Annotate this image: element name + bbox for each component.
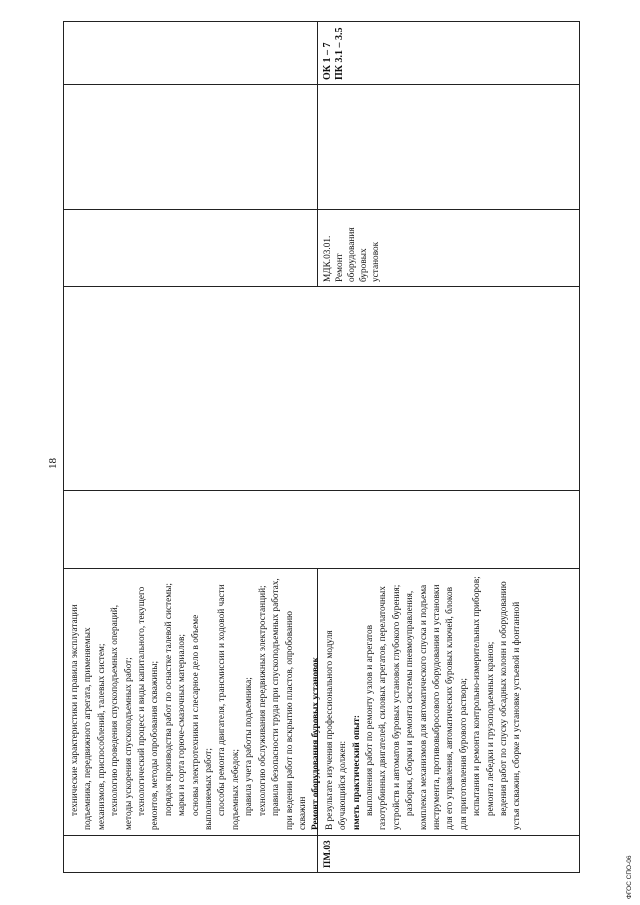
content-line: технологию обслуживания передвижных электростанций; (257, 585, 268, 816)
content-line: газотурбинных двигателей, силовых агрегатов, перелаточных (378, 586, 389, 830)
content-line: обучающийся должен: (338, 740, 349, 830)
content-line: инструмента, противовыбросового оборудования и установки (431, 584, 442, 830)
row-divider (317, 836, 318, 872)
content-line: выполняемых работ; (204, 748, 215, 830)
content-line: В результате изучения профессионального модуля (324, 630, 335, 830)
content-line: механизмов, приспособлений, талевых систем; (96, 643, 107, 830)
practical-experience-heading: иметь практический опыт: (351, 714, 362, 830)
content-line: технологию проведения спускоподъемных операций, (110, 604, 121, 816)
column-divider (64, 568, 579, 569)
competencies-cell (322, 24, 346, 80)
curriculum-table (63, 21, 580, 873)
column-divider (64, 84, 579, 85)
content-line: подъемника, передвижного агрегата, применяемых (83, 627, 94, 830)
content-line: для его управления, автоматических буровых ключей, блоков (445, 587, 456, 830)
content-line: технические характеристики и правила эксплуатации (70, 604, 80, 816)
content-line: выполнения работ по ремонту узлов и агрегатов (364, 624, 375, 816)
content-line: устройств и автоматов буровых установок глубокого бурения; (391, 584, 402, 830)
column-divider (64, 286, 579, 287)
content-line: комплекса механизмов для автоматического спуска и подъема (418, 584, 429, 830)
content-line: правила учета работы подъемника; (244, 677, 255, 816)
competency-ok: ОК 1 – 7 (322, 42, 333, 80)
content-line: способы ремонта двигателя, трансмиссии и ходовой части (217, 584, 228, 816)
footer-label: ФГОС СПО-06 (626, 855, 633, 899)
content-line: правила безопасности труда при спускоподъемных работах, (271, 578, 282, 816)
content-line: устья скважин, сборке и установке устьевой и фонтанной (512, 601, 523, 830)
content-line: подъемных лебедок; (230, 749, 241, 830)
content-line: для приготовления бурового раствора; (458, 678, 469, 830)
content-line: марки и сорта горюче-смазочных материалов; (177, 634, 188, 816)
content-line: порядок производства работ по оснастке талевой системы; (163, 583, 174, 816)
content-line: скважин (297, 796, 308, 830)
module-content-cell (69, 572, 525, 830)
content-line: разборки, сборки и ремонта системы пневмоуправления, (405, 590, 416, 816)
content-line: ведения работ по спуску обсадных колонн и оборудованию (499, 581, 509, 816)
content-line: методы ускорения спускоподъемных работ; (123, 657, 134, 830)
column-divider (64, 209, 579, 210)
module-title: Ремонт оборудования буровых установок (311, 657, 322, 830)
module-code: ПМ.03 (323, 840, 333, 868)
competency-pk: ПК 3.1 – 3.5 (334, 27, 345, 80)
content-line: технологический процесс и виды капитального, текущего (137, 586, 148, 816)
column-divider (64, 490, 579, 491)
content-line: испытания и ремонта контрольно-измерительных приборов; (472, 576, 483, 816)
content-line: основы электротехники и слесарное дело в объеме (190, 614, 201, 816)
interdisciplinary-course: МДК.03.01. Ремонт оборудования буровых установок (323, 227, 381, 282)
page-number: 18 (47, 458, 59, 469)
column-divider (64, 835, 579, 836)
content-line: ремонтов, методы опробования скважины; (150, 660, 161, 830)
content-line: ремонта лебедки и грузоподъемных кранов; (485, 641, 496, 816)
row-divider (317, 22, 318, 287)
content-line: при ведении работ по вскрытию пластов, опробованию (284, 611, 295, 830)
